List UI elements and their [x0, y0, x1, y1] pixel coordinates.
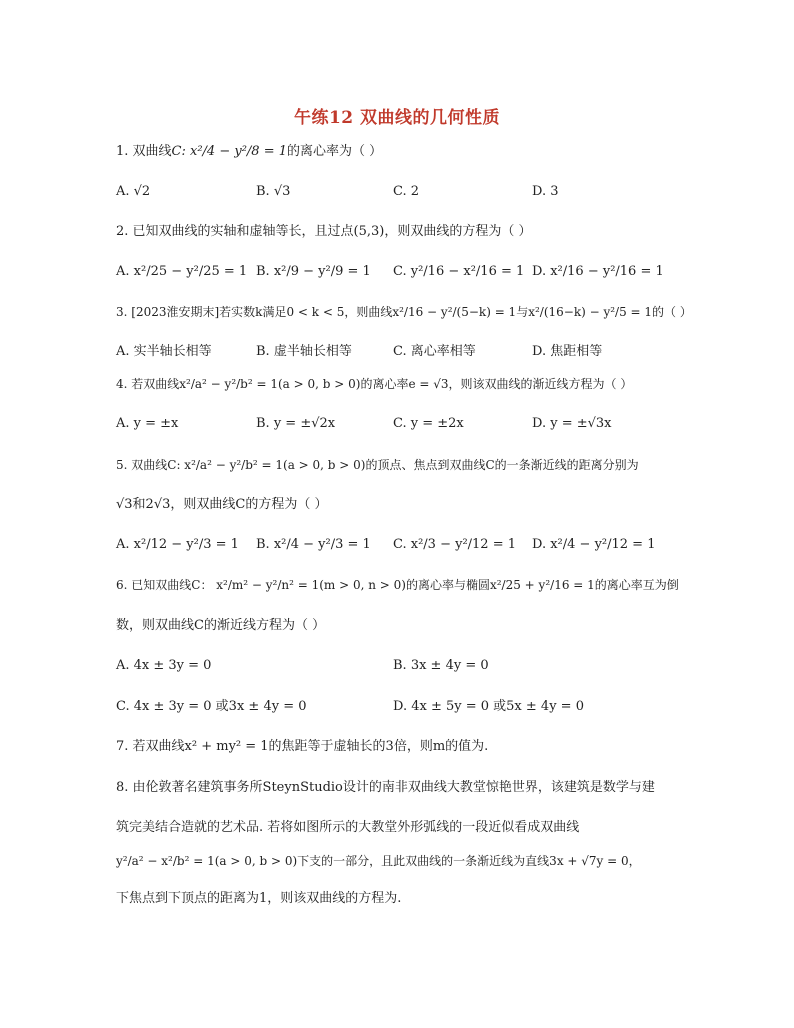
question-1-suffix: 的离心率为（ ）	[287, 144, 383, 159]
question-3-option-a: A. 实半轴长相等	[116, 344, 212, 359]
question-3-option-c: C. 离心率相等	[393, 344, 476, 359]
question-5-line-1: 5. 双曲线C: x²/a² − y²/b² = 1(a > 0, b > 0)的顶点、焦点到双曲线C的一条渐近线的距离分别为	[116, 458, 639, 472]
question-2: 2. 已知双曲线的实轴和虚轴等长，且过点(5,3)，则双曲线的方程为（ ）	[116, 224, 532, 239]
question-4-option-d: D. y = ±√3x	[532, 416, 612, 431]
question-4: 4. 若双曲线x²/a² − y²/b² = 1(a > 0, b > 0)的离心率e = √3，则该双曲线的渐近线方程为（ ）	[116, 377, 633, 391]
question-3: 3. [2023淮安期末]若实数k满足0 < k < 5，则曲线x²/16 − y²/(5−k) = 1与x²/(16−k) − y²/5 = 1的（ ）	[116, 305, 692, 319]
question-8-line-4: 下焦点到下顶点的距离为1，则该双曲线的方程为.	[116, 891, 402, 906]
question-6-option-d: D. 4x ± 5y = 0 或5x ± 4y = 0	[393, 699, 584, 714]
question-4-option-a: A. y = ±x	[116, 416, 179, 431]
question-5-option-a: A. x²/12 − y²/3 = 1	[116, 537, 239, 552]
question-4-option-c: C. y = ±2x	[393, 416, 464, 431]
question-6-option-a: A. 4x ± 3y = 0	[116, 658, 212, 673]
question-8-line-1: 8. 由伦敦著名建筑事务所SteynStudio设计的南非双曲线大教堂惊艳世界，该建筑是数学与建	[116, 780, 655, 795]
question-1-option-c: C. 2	[393, 184, 420, 199]
question-7: 7. 若双曲线x² + my² = 1的焦距等于虚轴长的3倍，则m的值为.	[116, 739, 489, 754]
question-1	[116, 142, 382, 162]
question-6-option-b: B. 3x ± 4y = 0	[393, 658, 489, 673]
page-title: 午练12 双曲线的几何性质	[293, 108, 501, 128]
question-1-option-b: B. √3	[256, 184, 291, 199]
question-5-option-d: D. x²/4 − y²/12 = 1	[532, 537, 656, 552]
question-2-option-b: B. x²/9 − y²/9 = 1	[256, 264, 371, 279]
question-1-option-a: A. √2	[116, 184, 151, 199]
question-2-option-d: D. x²/16 − y²/16 = 1	[532, 264, 664, 279]
question-2-option-c: C. y²/16 − x²/16 = 1	[393, 264, 525, 279]
question-5-line-2: √3和2√3，则双曲线C的方程为（ ）	[116, 497, 328, 512]
question-8-line-3: y²/a² − x²/b² = 1(a > 0, b > 0)下支的一部分，且此双曲线的一条渐近线为直线3x + √7y = 0，	[116, 854, 641, 868]
question-1-option-d: D. 3	[532, 184, 559, 199]
question-2-option-a: A. x²/25 − y²/25 = 1	[116, 264, 248, 279]
question-3-option-b: B. 虚半轴长相等	[256, 344, 352, 359]
question-6-line-2: 数，则双曲线C的渐近线方程为（ ）	[116, 618, 326, 633]
question-6-line-1: 6. 已知双曲线C： x²/m² − y²/n² = 1(m > 0, n > 0)的离心率与椭圆x²/25 + y²/16 = 1的离心率互为倒	[116, 578, 679, 592]
question-5-option-b: B. x²/4 − y²/3 = 1	[256, 537, 371, 552]
question-5-option-c: C. x²/3 − y²/12 = 1	[393, 537, 517, 552]
question-8-line-2: 筑完美结合造就的艺术品. 若将如图所示的大教堂外形弧线的一段近似看成双曲线	[116, 820, 580, 835]
question-4-option-b: B. y = ±√2x	[256, 416, 336, 431]
question-3-option-d: D. 焦距相等	[532, 344, 603, 359]
question-6-option-c: C. 4x ± 3y = 0 或3x ± 4y = 0	[116, 699, 307, 714]
question-1-equation: C: x²/4 − y²/8 = 1	[171, 144, 287, 159]
question-1-prefix: 1. 双曲线	[116, 144, 172, 159]
